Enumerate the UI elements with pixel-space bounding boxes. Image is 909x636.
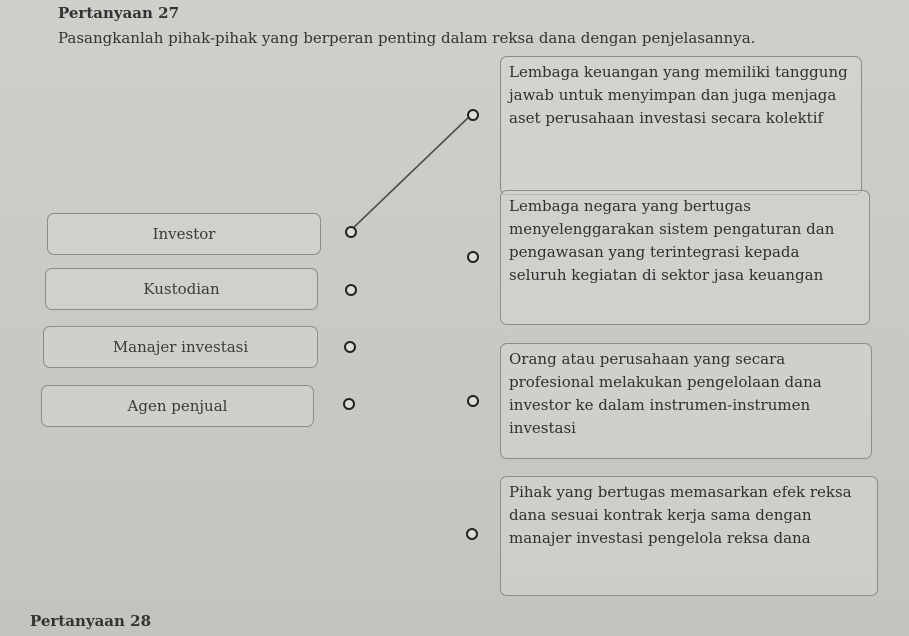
match-line-investor — [350, 114, 472, 231]
left-item-agen-penjual[interactable] — [41, 385, 314, 427]
left-connector-investor[interactable] — [345, 226, 357, 238]
right-item-text: Orang atau perusahaan yang secara profesional melakukan pengelolaan dana investor ke dalam instrumen-instrumen investasi — [509, 350, 822, 437]
question-title: Pertanyaan 27 — [58, 4, 180, 22]
right-connector-2[interactable] — [467, 251, 479, 263]
left-item-kustodian[interactable] — [45, 268, 318, 310]
right-connector-3[interactable] — [467, 395, 479, 407]
right-item-text: Lembaga keuangan yang memiliki tanggung jawab untuk menyimpan dan juga menjaga aset perusahaan investasi secara kolektif — [509, 63, 848, 127]
question-instruction: Pasangkanlah pihak-pihak yang berperan penting dalam reksa dana dengan penjelasannya. — [58, 29, 756, 47]
right-item-text: Lembaga negara yang bertugas menyelenggarakan sistem pengaturan dan pengawasan yang terintegrasi kepada seluruh kegiatan di sektor jasa keuangan — [509, 197, 835, 284]
left-connector-agen-penjual[interactable] — [343, 398, 355, 410]
next-question-title: Pertanyaan 28 — [30, 612, 152, 630]
right-connector-1[interactable] — [467, 109, 479, 121]
right-item-4[interactable] — [500, 476, 878, 596]
right-connector-4[interactable] — [466, 528, 478, 540]
left-item-label: Manajer investasi — [112, 337, 249, 356]
left-connector-kustodian[interactable] — [345, 284, 357, 296]
left-item-manajer-investasi[interactable] — [43, 326, 318, 368]
right-item-1[interactable] — [500, 56, 862, 195]
right-item-3[interactable] — [500, 343, 872, 459]
left-item-label: Kustodian — [143, 279, 220, 298]
left-item-label: Investor — [152, 224, 216, 243]
left-item-investor[interactable] — [47, 213, 321, 255]
right-item-2[interactable] — [500, 190, 870, 325]
left-connector-manajer-investasi[interactable] — [344, 341, 356, 353]
right-item-text: Pihak yang bertugas memasarkan efek reksa dana sesuai kontrak kerja sama dengan manajer investasi pengelola reksa dana — [509, 483, 852, 547]
left-item-label: Agen penjual — [127, 396, 228, 415]
